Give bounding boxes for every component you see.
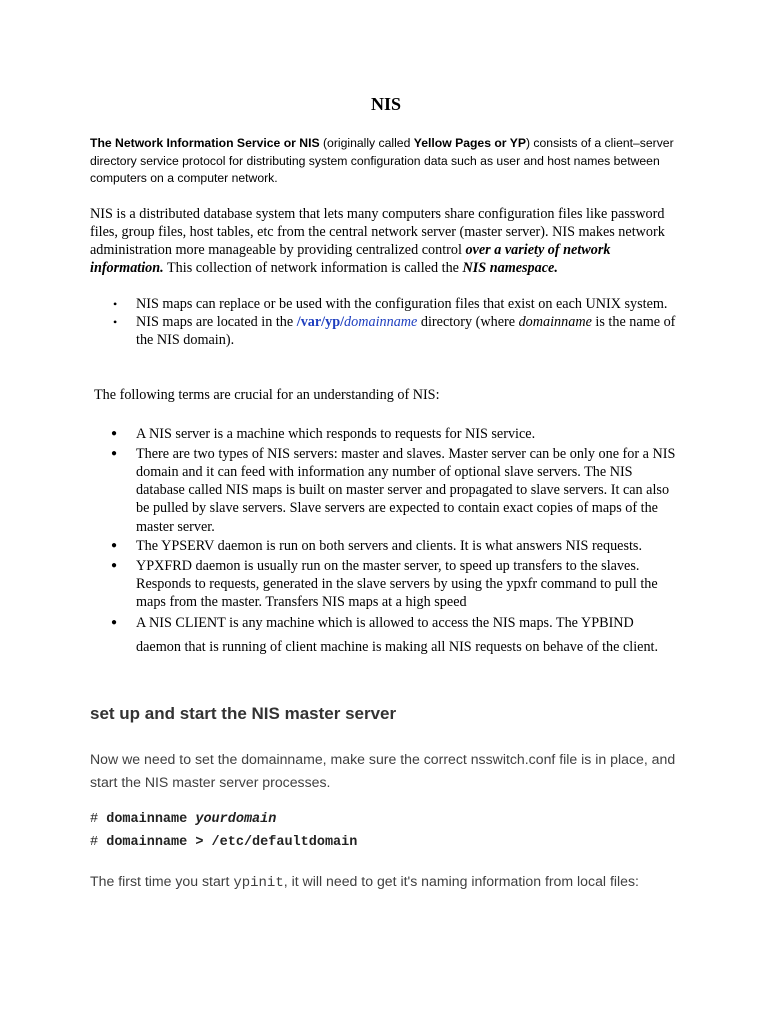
nis-terms-list [90, 425, 682, 661]
domainname-path: domainname [344, 314, 418, 330]
list-item [136, 295, 682, 313]
intro-term-yp: Yellow Pages or YP [413, 136, 526, 150]
list-item [136, 313, 682, 349]
intro-text-2: ) consists of a client–server directory service protocol for distributing system configuration data such as user and host names between computers on a computer network. [90, 136, 674, 186]
list-item: ● A NIS CLIENT is any machine which is allowed to access the NIS maps. The YPBIND daemon that is running of client machine is making all NIS requests on behave of the client. [136, 611, 682, 659]
code-command: domainname > /etc/defaultdomain [106, 835, 358, 850]
ypinit-paragraph [90, 870, 682, 895]
setup-paragraph: Now we need to set the domainname, make sure the correct nsswitch.conf file is in place, and start the NIS master server processes. [90, 751, 676, 790]
terms-intro: The following terms are crucial for an understanding of NIS: [94, 387, 440, 403]
intro-paragraph [90, 135, 682, 188]
nis-description-text-2: This collection of network information is called the [163, 260, 463, 276]
ypinit-text-post: , it will need to get it's naming information from local files: [283, 873, 639, 889]
prompt-hash: # [90, 835, 99, 850]
nis-description-text-1: NIS is a distributed database system that lets many computers share configuration files like password files, group files, host tables, etc from the central network server (master server). NIS makes network administration more manageable by providing centralized control [90, 206, 665, 258]
code-line-1 [90, 812, 682, 827]
intro-term-bold: The Network Information Service or NIS [90, 136, 320, 150]
nis-description-emphasis-1: over a variety of network information. [90, 242, 611, 276]
code-line-2 [90, 835, 682, 850]
list-item: ● There are two types of NIS servers: master and slaves. Master server can be only one for a NIS domain and it can feed with information any number of optional slave servers. The NIS database called NIS maps is built on master server and propagated to slave servers. It can also be pulled by slave servers. Slave servers are expected to contain exact copies of maps of the master server. [136, 445, 682, 536]
intro-text-1: (originally called [319, 136, 414, 150]
ypinit-text-pre: The first time you start [90, 873, 234, 889]
list-item: ● A NIS server is a machine which responds to requests for NIS service. [136, 425, 682, 443]
nis-maps-list [90, 295, 682, 349]
list-item: ● YPXFRD daemon is usually run on the master server, to speed up transfers to the slaves. Responds to requests, generated in the slave servers by using the ypxfr command to pull the maps from the master. Transfers NIS maps at a high speed [136, 557, 682, 612]
page-title: NIS [370, 94, 401, 114]
nis-maps-location-post: is the name of the NIS domain). [136, 314, 676, 348]
ypinit-code: ypinit [233, 875, 284, 891]
code-command: domainname [106, 812, 188, 827]
list-item: ● The YPSERV daemon is run on both servers and clients. It is what answers NIS requests. [136, 537, 682, 555]
prompt-hash: # [90, 812, 99, 827]
code-argument: yourdomain [195, 812, 277, 827]
var-yp-path-link[interactable] [297, 314, 418, 330]
var-yp-path: /var/yp/ [296, 314, 345, 330]
section-heading: set up and start the NIS master server [90, 704, 397, 723]
nis-maps-location-mid: directory (where [417, 314, 519, 330]
nis-description-paragraph [90, 205, 682, 277]
nis-maps-item-text: NIS maps can replace or be used with the configuration files that exist on each UNIX system. [136, 296, 668, 312]
nis-maps-location-pre: NIS maps are located in the [136, 314, 297, 330]
domainname-term: domainname [518, 314, 592, 330]
nis-namespace-term: NIS namespace. [462, 260, 558, 276]
